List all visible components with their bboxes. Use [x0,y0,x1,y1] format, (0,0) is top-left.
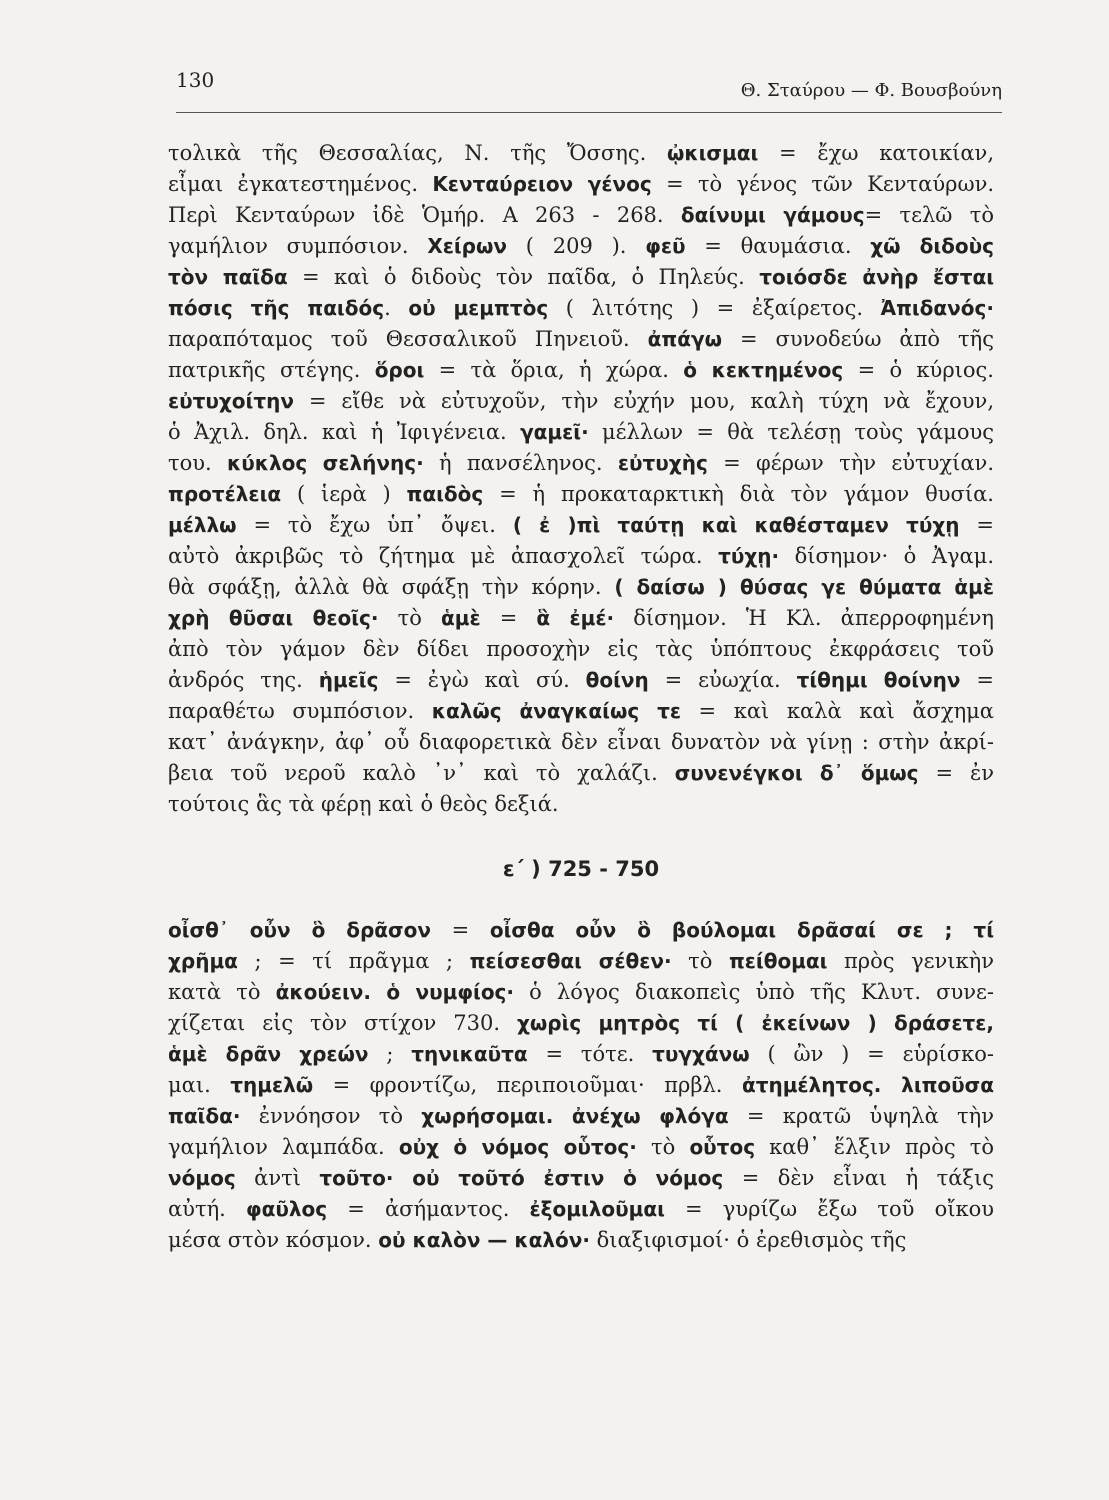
lemma: χῶ διδοὺς [870,234,994,258]
gloss-text: = τὰ ὅρια, ἡ χώρα. [424,358,684,382]
text-line [168,355,994,386]
lemma: ὅροι [374,358,425,382]
gloss-text: = ἐν [918,761,994,785]
text-line [168,417,994,448]
lemma: θοίνη [585,668,649,692]
lemma: οὐ μεμπτὸς [408,296,549,320]
lemma: χρῆμα [168,949,238,973]
text-line [168,1008,994,1039]
lemma: ( δαίσω ) θύσας γε θύματα ἁμὲ [614,575,995,599]
lemma: δαίνυμι γάμους [680,203,865,227]
gloss-text: δίσημον. Ἡ Κλ. ἀπερροφημένη [614,606,994,630]
gloss-text: πατρικῆς στέγης. [168,358,375,382]
gloss-text: ὁ Ἀχιλ. δηλ. καὶ ἡ Ἰφιγένεια. [168,420,521,444]
gloss-text: ἀπὸ τὸν γάμον δὲν δίδει προσοχὴν εἰς τὰς ὑπόπτους ἐκφράσεις τοῦ [168,637,994,661]
gloss-text: ( λιτότης ) = ἐξαίρετος. [548,296,881,320]
lemma: ἁμὲ δρᾶν χρεών [168,1042,369,1066]
text-line [168,603,994,634]
gloss-text: = ὁ κύριος. [843,358,994,382]
text-line [168,293,994,324]
lemma: χωρήσομαι. ἀνέχω φλόγα [421,1104,729,1128]
lemma: τοῦτο· οὐ τοῦτό ἐστιν ὁ νόμος [319,1166,724,1190]
text-line [168,262,994,293]
text-line [168,634,994,665]
section-heading: ε΄ ) 725 - 750 [502,857,660,881]
gloss-text: = δὲν εἶναι ἡ τάξις [723,1166,994,1190]
lemma: εὐτυχὴς [617,451,708,475]
lemma: φεῦ [645,234,686,258]
gloss-text: = γυρίζω ἔξω τοῦ οἴκου [664,1197,995,1221]
text-line [168,231,994,262]
gloss-text: κατὰ τὸ [168,980,276,1004]
gloss-text: ἀντὶ [235,1166,320,1190]
text-line [168,448,994,479]
gloss-text: ἐννόησον τὸ [240,1104,422,1128]
lemma: παιδὸς [406,482,484,506]
text-line [168,386,994,417]
gloss-text: = [431,918,490,942]
lemma: νόμος [168,1166,236,1190]
commentary-body [168,138,994,1256]
lemma: ( ἐ )πὶ ταύτῃ καὶ καθέσταμεν τύχῃ [512,513,960,537]
lemma: πείσεσθαι σέθεν· [469,949,672,973]
lemma: οὐχ ὁ νόμος οὗτος· [398,1135,637,1159]
lemma: ἐξομιλοῦμαι [529,1197,665,1221]
text-line [168,1225,994,1256]
paragraph-2 [168,915,994,1256]
text-line [168,1070,994,1101]
lemma: καλῶς ἀναγκαίως τε [431,699,681,723]
gloss-text: = συνοδεύω ἀπὸ τῆς [721,327,995,351]
text-line [168,665,994,696]
text-line [168,977,994,1008]
gloss-text: = φέρων τὴν εὐτυχίαν. [707,451,994,475]
lemma: τοιόσδε ἀνὴρ ἔσται [759,265,994,289]
gloss-text: = [960,668,995,692]
text-line [168,324,994,355]
lemma: συνενέγκοι δ᾽ ὅμως [674,761,919,785]
lemma: ὁ κεκτημένος [683,358,844,382]
gloss-text: τὸ [671,949,729,973]
gloss-text: θὰ σφάξῃ, ἀλλὰ θὰ σφάξῃ τὴν κόρην. [168,575,615,599]
lemma: οὐ καλὸν — καλόν· [378,1228,590,1252]
gloss-text: Περὶ Κενταύρων ἰδὲ Ὁμήρ. Α 263 - 268. [168,203,681,227]
lemma: οἶσθ᾽ οὖν ὃ δρᾶσον [168,918,431,942]
gloss-text: = ἔχω κατοικίαν, [758,141,995,165]
lemma: τημελῶ [230,1073,314,1097]
gloss-text: παραπόταμος τοῦ Θεσσαλικοῦ Πηνειοῦ. [168,327,648,351]
gloss-text: = φροντίζω, περιποιοῦμαι· πρβλ. [313,1073,742,1097]
gloss-text: τολικὰ τῆς Θεσσαλίας, Ν. τῆς Ὄσσης. [168,141,668,165]
gloss-text: ( 209 ). [506,234,646,258]
text-line [168,572,994,603]
text-line [168,727,994,758]
gloss-text: αὐτὸ ἀκριβῶς τὸ ζήτημα μὲ ἀπασχολεῖ τώρα. [168,544,719,568]
text-line [168,541,994,572]
gloss-text: ( ὢν ) = εὑρίσκο- [749,1042,994,1066]
lemma: ἃ ἐμέ· [536,606,615,630]
text-line [168,758,994,789]
gloss-text: = τελῶ τὸ [864,203,994,227]
lemma: μέλλω [168,513,237,537]
gloss-text: εἶμαι ἐγκατεστημένος. [168,172,433,196]
gloss-text: . [384,296,409,320]
lemma: εὐτυχοίτην [168,389,294,413]
gloss-text: καθ᾽ ἕλξιν πρὸς τὸ [755,1135,995,1159]
gloss-text: ; [368,1042,412,1066]
gloss-text: μέλλων = θὰ τελέσῃ τοὺς γάμους [588,420,994,444]
page-header [176,68,1002,101]
gloss-text: = εἴθε νὰ εὐτυχοῦν, τὴν εὐχήν μου, καλὴ τύχη νὰ ἔχουν, [293,389,994,413]
gloss-text: ἡ πανσέληνος. [423,451,618,475]
gloss-text: τὸ [378,606,441,630]
gloss-text: αὐτή. [168,1197,246,1221]
gloss-text: ὁ λόγος διακοπεὶς ὑπὸ τῆς Κλυτ. συνε- [514,980,995,1004]
lemma: φαῦλος [245,1197,328,1221]
gloss-text: δίσημον· ὁ Ἀγαμ. [779,544,995,568]
gloss-text: = θαυμάσια. [685,234,871,258]
header-rule [176,112,1002,113]
gloss-text: γαμήλιον λαμπάδα. [168,1135,399,1159]
text-line [168,946,994,977]
text-line [168,696,994,727]
gloss-text: = [480,606,537,630]
text-line [168,1132,994,1163]
text-line [168,915,994,946]
gloss-text: = τὸ ἔχω ὑπ᾽ ὄψει. [236,513,513,537]
gloss-text: ( ἱερὰ ) [281,482,407,506]
lemma: ἀπάγω [647,327,722,351]
lemma: οὗτος [689,1135,756,1159]
gloss-text: κατ᾽ ἀνάγκην, ἀφ᾽ οὗ διαφορετικὰ δὲν εἶναι δυνατὸν νὰ γίνῃ : στὴν ἀκρί- [168,730,994,754]
gloss-text: = κρατῶ ὑψηλὰ τὴν [728,1104,994,1128]
gloss-text: ἀνδρός της. [168,668,319,692]
gloss-text: του. [168,451,228,475]
gloss-text: τὸ [636,1135,690,1159]
text-line [168,1039,994,1070]
text-line [168,789,994,820]
page-number: 130 [176,68,215,92]
gloss-text: = τότε. [527,1042,653,1066]
lemma: χρὴ θῦσαι θεοῖς· [168,606,379,630]
text-line [168,138,994,169]
gloss-text: = ἐγὼ καὶ σύ. [378,668,586,692]
lemma: προτέλεια [168,482,282,506]
text-line [168,200,994,231]
lemma: ἀτημέλητος. λιποῦσα [741,1073,994,1097]
gloss-text: παραθέτω συμπόσιον. [168,699,432,723]
gloss-text: τούτοις ἃς τὰ φέρῃ καὶ ὁ θεὸς δεξιά. [168,792,559,816]
gloss-text: = εὐωχία. [648,668,797,692]
gloss-text: χίζεται εἰς τὸν στίχον 730. [168,1011,517,1035]
paragraph-1 [168,138,994,820]
gloss-text: μαι. [168,1073,231,1097]
text-line [168,169,994,200]
gloss-text: = καὶ καλὰ καὶ ἄσχημα [680,699,994,723]
gloss-text: βεια τοῦ νεροῦ καλὸ ᾽ν᾽ καὶ τὸ χαλάζι. [168,761,675,785]
lemma: τύχῃ· [718,544,780,568]
gloss-text: = ἡ προκαταρκτικὴ διὰ τὸν γάμον θυσία. [483,482,994,506]
lemma: χωρὶς μητρὸς τί ( ἐκείνων ) δράσετε, [516,1011,995,1035]
lemma: ᾠκισμαι [667,141,759,165]
lemma: ἀκούειν. ὁ νυμφίος· [275,980,515,1004]
gloss-text: = καὶ ὁ διδοὺς τὸν παῖδα, ὁ Πηλεύς. [287,265,760,289]
text-line [168,510,994,541]
lemma: Κενταύρειον γένος [432,172,652,196]
gloss-text: = τὸ γένος τῶν Κενταύρων. [651,172,995,196]
lemma: Ἀπιδανός· [880,296,994,320]
gloss-text: = ἀσήμαντος. [327,1197,530,1221]
lemma: ἁμὲ [440,606,481,630]
lemma: πείθομαι [728,949,828,973]
text-line [168,479,994,510]
lemma: ἡμεῖς [318,668,379,692]
lemma: τὸν παῖδα [168,265,288,289]
gloss-text: ; = τί πρᾶγμα ; [237,949,470,973]
lemma: τίθημι θοίνην [796,668,961,692]
lemma: κύκλος σελήνης· [227,451,424,475]
gloss-text: πρὸς γενικὴν [827,949,995,973]
running-title: Θ. Σταύρου — Φ. Βουσβούνη [740,80,1002,101]
text-line [168,1194,994,1225]
lemma: οἶσθα οὖν ὃ βούλομαι δρᾶσαί σε ; τί [489,918,994,942]
text-line [168,1163,994,1194]
lemma: τηνικαῦτα [411,1042,528,1066]
gloss-text: = [959,513,995,537]
text-line [168,1101,994,1132]
lemma: πόσις τῆς παιδός [168,296,385,320]
lemma: γαμεῖ· [520,420,589,444]
gloss-text: διαξιφισμοί· ὁ ἐρεθισμὸς τῆς [589,1228,907,1252]
lemma: τυγχάνω [652,1042,750,1066]
gloss-text: μέσα στὸν κόσμον. [168,1228,379,1252]
gloss-text: γαμήλιον συμπόσιον. [168,234,428,258]
lemma: παῖδα· [168,1104,241,1128]
lemma: Χείρων [427,234,507,258]
